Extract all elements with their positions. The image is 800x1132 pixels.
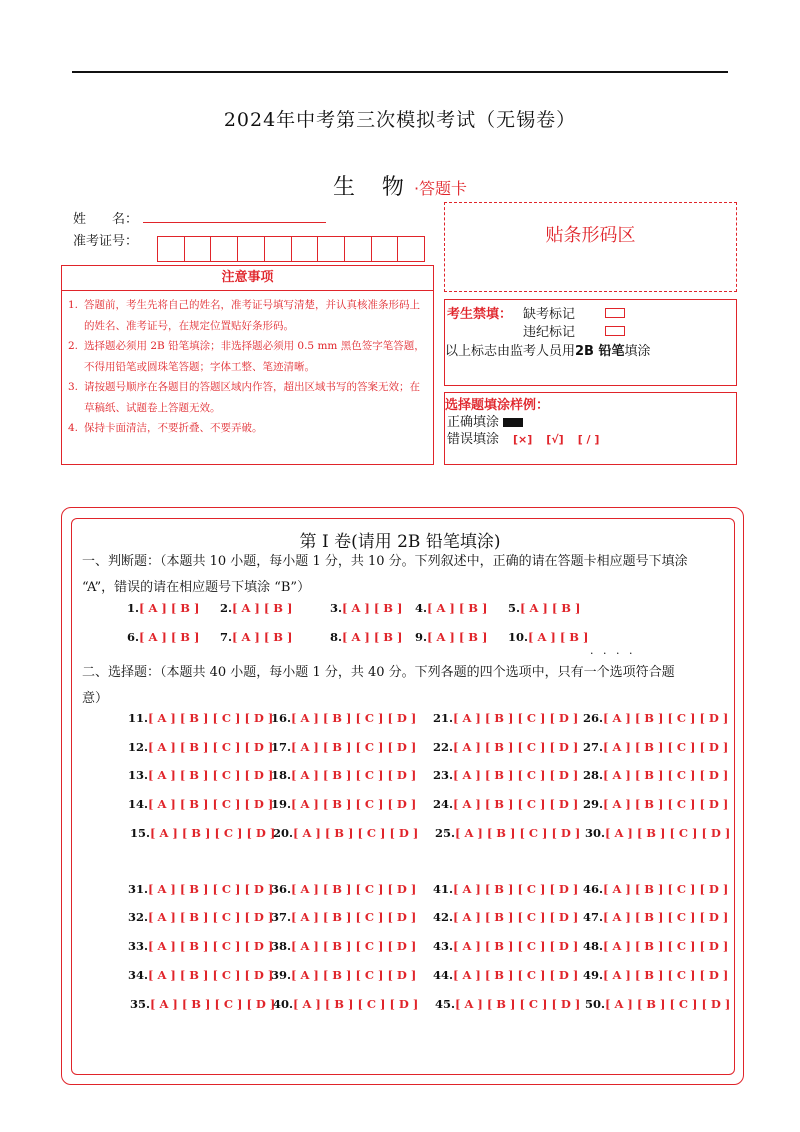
question-number: 43. — [433, 939, 454, 953]
answer-bubbles[interactable]: [ A ] [ B ] [ C ] [ D ] — [453, 740, 579, 754]
wrong-mark-x: [×] — [513, 433, 533, 446]
answer-bubbles[interactable]: [ A ] [ B ] — [139, 630, 200, 644]
answer-bubbles[interactable]: [ A ] [ B ] [ C ] [ D ] — [603, 711, 729, 725]
question-26-options[interactable] — [583, 711, 728, 725]
answer-bubbles[interactable]: [ A ] [ B ] — [342, 601, 403, 615]
question-24-options[interactable] — [433, 797, 578, 811]
question-5-options[interactable] — [508, 601, 580, 615]
wrong-fill-label: 错误填涂 — [447, 432, 500, 447]
answer-bubbles[interactable]: [ A ] [ B ] [ C ] [ D ] — [453, 797, 579, 811]
question-number: 33. — [128, 939, 149, 953]
question-6-options[interactable] — [127, 630, 199, 644]
question-34-options[interactable] — [128, 968, 273, 982]
question-20-options[interactable] — [273, 826, 418, 840]
question-number: 8. — [330, 630, 343, 644]
fill-sample-box — [444, 392, 737, 465]
id-digit-box[interactable] — [265, 237, 292, 261]
filled-mark — [503, 418, 523, 427]
question-number: 17. — [271, 740, 292, 754]
question-number: 19. — [271, 797, 292, 811]
id-label: 准考证号： — [73, 234, 139, 249]
question-21-options[interactable] — [433, 711, 578, 725]
absent-mark-box[interactable] — [605, 305, 625, 320]
question-number: 5. — [508, 601, 521, 615]
question-31-options[interactable] — [128, 882, 273, 896]
answer-bubbles[interactable]: [ A ] [ B ] [ C ] [ D ] — [603, 740, 729, 754]
id-digit-box[interactable] — [238, 237, 265, 261]
notice-item — [68, 418, 425, 439]
question-number: 35. — [130, 997, 151, 1011]
question-number: 14. — [128, 797, 149, 811]
barcode-area — [444, 202, 737, 292]
answer-bubbles[interactable]: [ A ] [ B ] — [232, 630, 293, 644]
question-number: 4. — [415, 601, 428, 615]
notice-item — [68, 336, 425, 377]
question-44-options[interactable] — [433, 968, 578, 982]
question-number: 10. — [508, 630, 529, 644]
question-16-options[interactable] — [271, 711, 416, 725]
answer-bubbles[interactable]: [ A ] [ B ] [ C ] [ D ] — [148, 882, 274, 896]
id-digit-box[interactable] — [345, 237, 372, 261]
question-number: 49. — [583, 968, 604, 982]
subject-name: 生 物 — [332, 175, 414, 200]
question-number: 28. — [583, 768, 604, 782]
question-49-options[interactable] — [583, 968, 728, 982]
question-number: 13. — [128, 768, 149, 782]
answer-bubbles[interactable]: [ A ] [ B ] [ C ] [ D ] — [603, 939, 729, 953]
id-digit-box[interactable] — [211, 237, 238, 261]
answer-bubbles[interactable]: [ A ] [ B ] [ C ] [ D ] — [148, 768, 274, 782]
notice-item — [68, 377, 425, 418]
answer-bubbles[interactable]: [ A ] [ B ] [ C ] [ D ] — [150, 997, 276, 1011]
question-number: 42. — [433, 910, 454, 924]
question-25-options[interactable] — [435, 826, 580, 840]
answer-bubbles[interactable]: [ A ] [ B ] [ C ] [ D ] — [148, 910, 274, 924]
absent-label: 缺考标记 — [523, 307, 576, 322]
exam-title: 2024年中考第三次模拟考试（无锡卷） — [223, 109, 577, 131]
question-number: 2. — [220, 601, 233, 615]
question-45-options[interactable] — [435, 997, 580, 1011]
id-digit-box[interactable] — [318, 237, 345, 261]
question-number: 47. — [583, 910, 604, 924]
proctor-note-text: 以上标志由监考人员用 — [445, 344, 576, 359]
answer-bubbles[interactable]: [ A ] [ B ] [ C ] [ D ] — [455, 997, 581, 1011]
answer-bubbles[interactable]: [ A ] [ B ] [ C ] [ D ] — [603, 797, 729, 811]
answer-bubbles[interactable]: [ A ] [ B ] — [528, 630, 589, 644]
question-37-options[interactable] — [271, 910, 416, 924]
question-22-options[interactable] — [433, 740, 578, 754]
question-number: 34. — [128, 968, 149, 982]
answer-bubbles[interactable]: [ A ] [ B ] [ C ] [ D ] — [291, 768, 417, 782]
name-field[interactable] — [143, 222, 326, 223]
answer-bubbles[interactable]: [ A ] [ B ] [ C ] [ D ] — [605, 997, 731, 1011]
proctor-note-bold: 2B 铅笔 — [575, 344, 625, 359]
question-18-options[interactable] — [271, 768, 416, 782]
question-number: 20. — [273, 826, 294, 840]
answer-bubbles[interactable]: [ A ] [ B ] — [520, 601, 581, 615]
question-number: 26. — [583, 711, 604, 725]
answer-bubbles[interactable]: [ A ] [ B ] [ C ] [ D ] — [453, 882, 579, 896]
question-number: 32. — [128, 910, 149, 924]
answer-bubbles[interactable]: [ A ] [ B ] [ C ] [ D ] — [148, 968, 274, 982]
top-rule — [72, 71, 728, 73]
question-9-options[interactable] — [415, 630, 487, 644]
question-12-options[interactable] — [128, 740, 273, 754]
question-30-options[interactable] — [585, 826, 730, 840]
question-10-options[interactable] — [508, 630, 588, 644]
notice-box — [61, 265, 434, 465]
question-number: 48. — [583, 939, 604, 953]
question-number: 6. — [127, 630, 140, 644]
answer-bubbles[interactable]: [ A ] [ B ] [ C ] [ D ] — [291, 939, 417, 953]
q1-instructions-line1: 一、判断题：（本题共 10 小题，每小题 1 分，共 10 分。下列叙述中，正确的请在答题卡相应题号下填涂 — [82, 554, 688, 569]
barcode-label: 贴条形码区 — [545, 225, 636, 246]
question-41-options[interactable] — [433, 882, 578, 896]
answer-bubbles[interactable]: [ A ] [ B ] [ C ] [ D ] — [455, 826, 581, 840]
question-29-options[interactable] — [583, 797, 728, 811]
question-number: 21. — [433, 711, 454, 725]
id-digit-box[interactable] — [185, 237, 212, 261]
question-number: 23. — [433, 768, 454, 782]
notice-text: 选择题必须用 2B 铅笔填涂；非选择题必须用 0.5 mm 黑色签字笔答题，不得用铅笔或圆珠笔答题；字体工整、笔迹清晰。 — [84, 340, 425, 373]
question-43-options[interactable] — [433, 939, 578, 953]
question-35-options[interactable] — [130, 997, 275, 1011]
answer-bubbles[interactable]: [ A ] [ B ] — [427, 630, 488, 644]
answer-bubbles[interactable]: [ A ] [ B ] [ C ] [ D ] — [453, 768, 579, 782]
proctor-box — [444, 299, 737, 386]
answer-bubbles[interactable]: [ A ] [ B ] [ C ] [ D ] — [291, 740, 417, 754]
notice-num: 1. — [68, 299, 79, 311]
question-number: 38. — [271, 939, 292, 953]
question-number: 45. — [435, 997, 456, 1011]
subject-dot: · — [413, 179, 420, 198]
answer-bubbles[interactable]: [ A ] [ B ] [ C ] [ D ] — [148, 740, 274, 754]
question-47-options[interactable] — [583, 910, 728, 924]
question-19-options[interactable] — [271, 797, 416, 811]
question-number: 40. — [273, 997, 294, 1011]
answer-bubbles[interactable]: [ A ] [ B ] [ C ] [ D ] — [603, 910, 729, 924]
question-4-options[interactable] — [415, 601, 487, 615]
question-38-options[interactable] — [271, 939, 416, 953]
question-15-options[interactable] — [130, 826, 275, 840]
question-11-options[interactable] — [128, 711, 273, 725]
answer-bubbles[interactable]: [ A ] [ B ] [ C ] [ D ] — [293, 826, 419, 840]
question-40-options[interactable] — [273, 997, 418, 1011]
notice-num: 2. — [68, 340, 79, 352]
question-32-options[interactable] — [128, 910, 273, 924]
answer-bubbles[interactable]: [ A ] [ B ] [ C ] [ D ] — [453, 711, 579, 725]
q2-instructions-line1: 二、选择题：（本题共 40 小题，每小题 1 分，共 40 分。下列各题的四个选项中，只有一个选项符合题 — [82, 665, 675, 680]
question-number: 41. — [433, 882, 454, 896]
question-number: 24. — [433, 797, 454, 811]
answer-bubbles[interactable]: [ A ] [ B ] [ C ] [ D ] — [603, 882, 729, 896]
question-number: 3. — [330, 601, 343, 615]
name-label: 姓 名： — [73, 212, 139, 227]
answer-bubbles[interactable]: [ A ] [ B ] [ C ] [ D ] — [150, 826, 276, 840]
question-number: 50. — [585, 997, 606, 1011]
answer-bubbles[interactable]: [ A ] [ B ] [ C ] [ D ] — [293, 997, 419, 1011]
forbid-label: 考生禁填： — [447, 307, 513, 322]
question-28-options[interactable] — [583, 768, 728, 782]
answer-bubbles[interactable]: [ A ] [ B ] [ C ] [ D ] — [603, 768, 729, 782]
answer-bubbles[interactable]: [ A ] [ B ] — [139, 601, 200, 615]
q1-instructions-line2: “A”，错误的请在相应题号下填涂 “B”） — [82, 580, 311, 595]
violation-mark-box[interactable] — [605, 323, 625, 338]
answer-bubbles[interactable]: [ A ] [ B ] [ C ] [ D ] — [148, 939, 274, 953]
answer-bubbles[interactable]: [ A ] [ B ] — [232, 601, 293, 615]
proctor-note-end: 填涂 — [624, 344, 651, 359]
notice-item — [68, 295, 425, 336]
question-number: 25. — [435, 826, 456, 840]
question-1-options[interactable] — [127, 601, 199, 615]
correct-fill-label: 正确填涂 — [447, 415, 500, 430]
answer-bubbles[interactable]: [ A ] [ B ] [ C ] [ D ] — [148, 797, 274, 811]
answer-bubbles[interactable]: [ A ] [ B ] [ C ] [ D ] — [291, 910, 417, 924]
question-number: 36. — [271, 882, 292, 896]
notice-text: 请按题号顺序在各题目的答题区域内作答，超出区域书写的答案无效；在草稿纸、试题卷上答题无效。 — [84, 381, 420, 414]
answer-bubbles[interactable]: [ A ] [ B ] — [427, 601, 488, 615]
question-number: 27. — [583, 740, 604, 754]
question-50-options[interactable] — [585, 997, 730, 1011]
notice-text: 保持卡面清洁，不要折叠、不要弄破。 — [84, 422, 263, 434]
sample-title: 选择题填涂样例： — [445, 398, 550, 413]
subject-heading — [0, 170, 800, 201]
notice-text: 答题前，考生先将自己的姓名，准考证号填写清楚，并认真核准条形码上的姓名、准考证号，在规定位置贴好条形码。 — [84, 299, 420, 332]
question-48-options[interactable] — [583, 939, 728, 953]
id-digit-box[interactable] — [372, 237, 399, 261]
question-23-options[interactable] — [433, 768, 578, 782]
question-number: 11. — [128, 711, 149, 725]
q2-instructions-line2: 意） — [82, 691, 109, 706]
question-number: 46. — [583, 882, 604, 896]
question-33-options[interactable] — [128, 939, 273, 953]
answer-bubbles[interactable]: [ A ] [ B ] — [342, 630, 403, 644]
question-number: 12. — [128, 740, 149, 754]
question-number: 7. — [220, 630, 233, 644]
wrong-mark-check: [√] — [546, 433, 564, 446]
wrong-mark-slash: [ / ] — [577, 433, 600, 446]
wrong-fill — [447, 428, 599, 447]
question-36-options[interactable] — [271, 882, 416, 896]
question-14-options[interactable] — [128, 797, 273, 811]
id-digit-box[interactable] — [292, 237, 319, 261]
answer-bubbles[interactable]: [ A ] [ B ] [ C ] [ D ] — [291, 968, 417, 982]
question-number: 29. — [583, 797, 604, 811]
notice-title: 注意事项 — [62, 266, 433, 291]
question-number: 37. — [271, 910, 292, 924]
question-7-options[interactable] — [220, 630, 292, 644]
question-number: 18. — [271, 768, 292, 782]
id-number-boxes[interactable] — [157, 236, 425, 262]
question-number: 39. — [271, 968, 292, 982]
question-number: 16. — [271, 711, 292, 725]
id-digit-box[interactable] — [158, 237, 185, 261]
question-2-options[interactable] — [220, 601, 292, 615]
question-number: 1. — [127, 601, 140, 615]
question-17-options[interactable] — [271, 740, 416, 754]
notice-num: 3. — [68, 381, 79, 393]
answer-bubbles[interactable]: [ A ] [ B ] [ C ] [ D ] — [291, 711, 417, 725]
emphasis-dots: · · · · — [590, 647, 636, 660]
answer-bubbles[interactable]: [ A ] [ B ] [ C ] [ D ] — [291, 882, 417, 896]
question-number: 15. — [130, 826, 151, 840]
answer-bubbles[interactable]: [ A ] [ B ] [ C ] [ D ] — [453, 910, 579, 924]
id-digit-box[interactable] — [398, 237, 424, 261]
question-13-options[interactable] — [128, 768, 273, 782]
question-46-options[interactable] — [583, 882, 728, 896]
answer-bubbles[interactable]: [ A ] [ B ] [ C ] [ D ] — [453, 968, 579, 982]
question-number: 9. — [415, 630, 428, 644]
answer-bubbles[interactable]: [ A ] [ B ] [ C ] [ D ] — [291, 797, 417, 811]
question-39-options[interactable] — [271, 968, 416, 982]
question-number: 22. — [433, 740, 454, 754]
question-number: 30. — [585, 826, 606, 840]
notice-num: 4. — [68, 422, 79, 434]
answer-bubbles[interactable]: [ A ] [ B ] [ C ] [ D ] — [148, 711, 274, 725]
question-number: 44. — [433, 968, 454, 982]
question-27-options[interactable] — [583, 740, 728, 754]
violation-label: 违纪标记 — [523, 325, 576, 340]
question-8-options[interactable] — [330, 630, 402, 644]
answer-bubbles[interactable]: [ A ] [ B ] [ C ] [ D ] — [453, 939, 579, 953]
notice-list — [62, 291, 433, 439]
question-number: 31. — [128, 882, 149, 896]
proctor-note — [445, 340, 651, 359]
part1-title: 第 I 卷(请用 2B 铅笔填涂) — [299, 532, 501, 552]
question-42-options[interactable] — [433, 910, 578, 924]
answer-card-label: 答题卡 — [419, 179, 468, 198]
question-3-options[interactable] — [330, 601, 402, 615]
answer-bubbles[interactable]: [ A ] [ B ] [ C ] [ D ] — [603, 968, 729, 982]
answer-bubbles[interactable]: [ A ] [ B ] [ C ] [ D ] — [605, 826, 731, 840]
